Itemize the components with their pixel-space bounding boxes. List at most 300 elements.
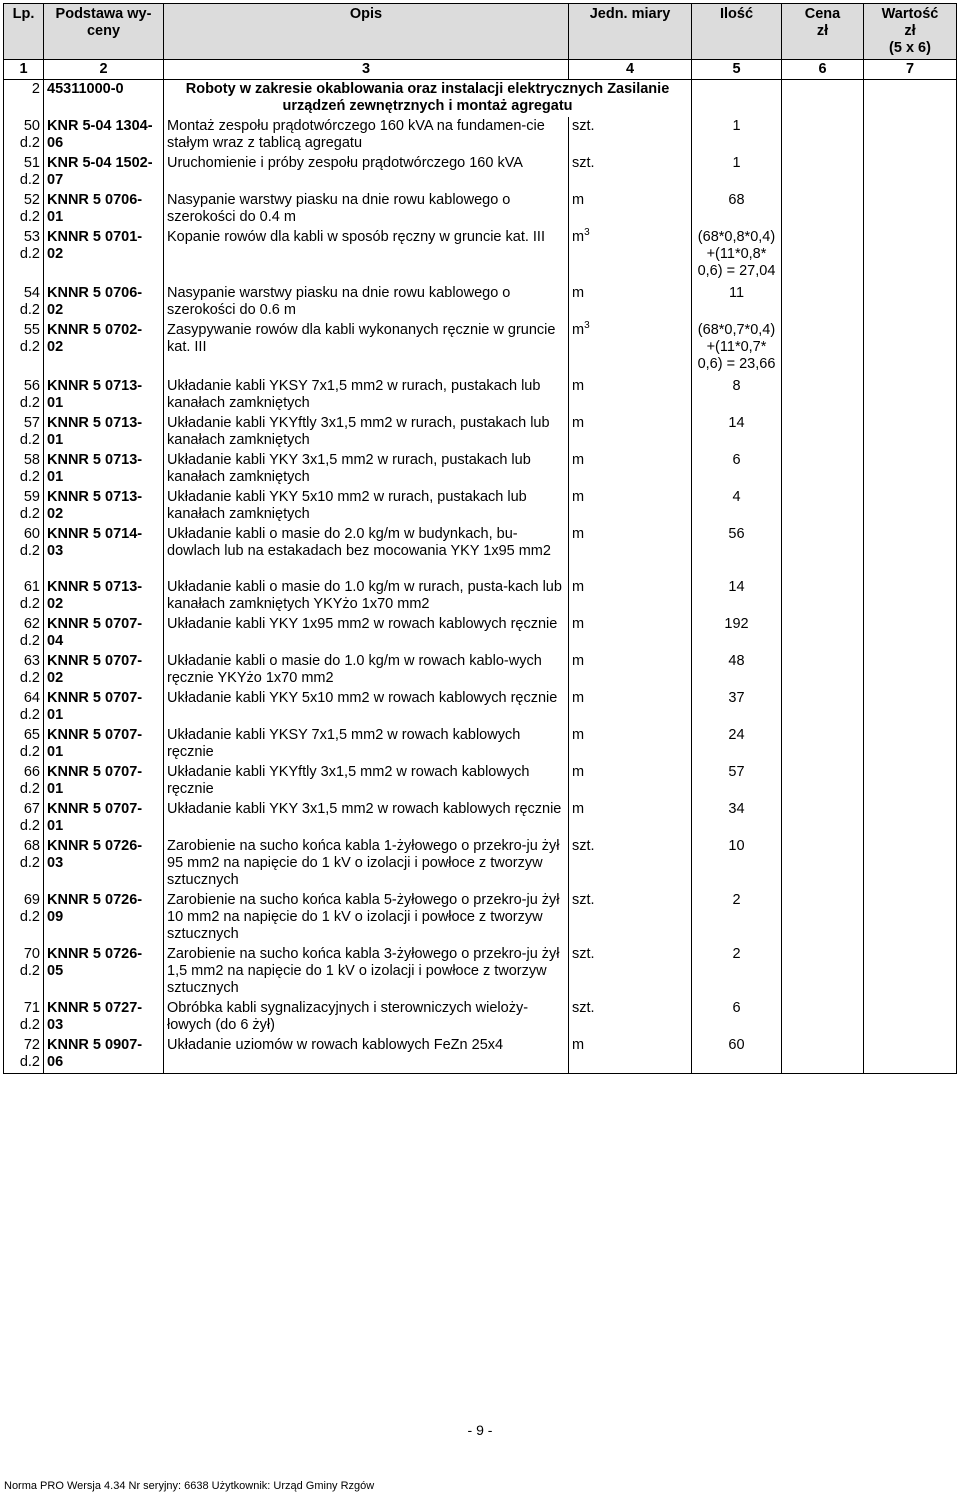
row-lp <box>4 284 44 321</box>
row-unit <box>569 800 692 837</box>
row-basis-line1: KNNR 5 0726- <box>47 946 143 962</box>
row-price <box>782 451 864 488</box>
row-unit-value: m <box>572 764 585 780</box>
row-lp <box>4 726 44 763</box>
table-row <box>4 763 957 800</box>
row-section-ref: d.2 <box>19 302 40 318</box>
row-value <box>864 652 957 689</box>
row-unit <box>569 891 692 945</box>
row-basis-line2: 04 <box>47 633 64 649</box>
row-unit <box>569 578 692 615</box>
row-unit <box>569 837 692 891</box>
row-lp <box>4 191 44 228</box>
table-row <box>4 525 957 578</box>
row-basis-line2: 01 <box>47 707 64 723</box>
row-lp <box>4 652 44 689</box>
row-unit-value: m <box>572 285 585 301</box>
row-price <box>782 228 864 284</box>
row-value <box>864 451 957 488</box>
row-unit <box>569 321 692 377</box>
row-basis-line1: KNNR 5 0707- <box>47 727 143 743</box>
row-basis-line1: KNNR 5 0713- <box>47 489 143 505</box>
row-unit <box>569 689 692 726</box>
row-unit <box>569 999 692 1036</box>
row-basis-line2: 01 <box>47 395 64 411</box>
row-price <box>782 945 864 999</box>
row-unit-value: m <box>572 727 585 743</box>
row-number: 63 <box>23 653 40 669</box>
row-value <box>864 800 957 837</box>
row-unit <box>569 488 692 525</box>
row-number: 59 <box>23 489 40 505</box>
row-basis-line2: 03 <box>47 543 64 559</box>
row-unit-value: m <box>572 653 585 669</box>
row-basis-line2: 06 <box>47 135 64 151</box>
row-quantity: 48 <box>692 652 782 689</box>
row-quantity: 6 <box>692 451 782 488</box>
row-value <box>864 837 957 891</box>
row-unit-value: m <box>572 489 585 505</box>
row-basis <box>44 837 164 891</box>
row-section-ref: d.2 <box>19 135 40 151</box>
row-number: 50 <box>23 118 40 134</box>
row-basis-line1: KNNR 5 0702- <box>47 322 143 338</box>
row-description: Zarobienie na sucho końca kabla 5-żyłowego o przekro-ju żył 10 mm2 na napięcie do 1 kV o izolacji i powłoce z tworzyw sztucznych <box>164 891 569 945</box>
row-price <box>782 191 864 228</box>
row-lp <box>4 615 44 652</box>
row-lp <box>4 154 44 191</box>
row-basis <box>44 999 164 1036</box>
column-number-row <box>4 60 957 80</box>
row-value <box>864 525 957 578</box>
row-basis-line2: 03 <box>47 1017 64 1033</box>
page-number: - 9 - <box>467 1422 493 1438</box>
column-number: 2 <box>44 60 164 80</box>
row-quantity: 10 <box>692 837 782 891</box>
row-unit-value: m <box>572 229 585 245</box>
table-row <box>4 999 957 1036</box>
row-number: 72 <box>23 1037 40 1053</box>
table-row <box>4 284 957 321</box>
header-opis: Opis <box>164 4 569 60</box>
table-row <box>4 689 957 726</box>
row-unit-value: m <box>572 579 585 595</box>
row-number: 56 <box>23 378 40 394</box>
row-basis <box>44 615 164 652</box>
row-basis-line2: 01 <box>47 781 64 797</box>
row-quantity: 56 <box>692 525 782 578</box>
row-description: Układanie kabli YKY 3x1,5 mm2 w rowach kablowych ręcznie <box>164 800 569 837</box>
row-number: 64 <box>23 690 40 706</box>
row-quantity: 6 <box>692 999 782 1036</box>
row-value <box>864 414 957 451</box>
row-description: Układanie kabli YKY 5x10 mm2 w rurach, pustakach lub kanałach zamkniętych <box>164 488 569 525</box>
row-basis <box>44 689 164 726</box>
row-basis-line1: KNR 5-04 1502- <box>47 155 153 171</box>
row-number: 58 <box>23 452 40 468</box>
row-basis <box>44 652 164 689</box>
row-unit <box>569 451 692 488</box>
table-row <box>4 652 957 689</box>
row-section-ref: d.2 <box>19 818 40 834</box>
row-section-ref: d.2 <box>19 506 40 522</box>
row-basis-line1: KNNR 5 0707- <box>47 690 143 706</box>
column-number: 1 <box>4 60 44 80</box>
row-price <box>782 999 864 1036</box>
column-number: 7 <box>864 60 957 80</box>
row-unit-value: m <box>572 378 585 394</box>
column-number: 3 <box>164 60 569 80</box>
row-basis-line1: KNNR 5 0707- <box>47 801 143 817</box>
row-value <box>864 1036 957 1074</box>
row-basis-line2: 02 <box>47 339 64 355</box>
row-number: 70 <box>23 946 40 962</box>
row-unit <box>569 191 692 228</box>
row-price <box>782 414 864 451</box>
row-basis-line1: KNNR 5 0707- <box>47 616 143 632</box>
row-number: 2 <box>31 81 40 97</box>
row-basis-line2: 02 <box>47 596 64 612</box>
table-row <box>4 80 957 118</box>
row-section-ref: d.2 <box>19 909 40 925</box>
row-lp <box>4 451 44 488</box>
row-basis-line1: KNNR 5 0907- <box>47 1037 143 1053</box>
row-price <box>782 726 864 763</box>
row-description: Zarobienie na sucho końca kabla 1-żyłowego o przekro-ju żył 95 mm2 na napięcie do 1 kV o izolacji i powłoce z tworzyw sztucznych <box>164 837 569 891</box>
row-quantity: 1 <box>692 154 782 191</box>
row-unit-value: szt. <box>572 118 595 134</box>
row-unit <box>569 284 692 321</box>
row-section-ref: d.2 <box>19 172 40 188</box>
row-unit-value: m <box>572 415 585 431</box>
row-value <box>864 999 957 1036</box>
header-qty: Ilość <box>692 4 782 60</box>
row-section-ref: d.2 <box>19 781 40 797</box>
row-unit-value: szt. <box>572 1000 595 1016</box>
row-unit-value: m <box>572 192 585 208</box>
row-basis <box>44 154 164 191</box>
header-unit: Jedn. miary <box>569 4 692 60</box>
table-row <box>4 191 957 228</box>
row-description: Nasypanie warstwy piasku na dnie rowu kablowego o szerokości do 0.6 m <box>164 284 569 321</box>
row-number: 51 <box>23 155 40 171</box>
row-basis-line1: KNNR 5 0707- <box>47 653 143 669</box>
row-basis <box>44 891 164 945</box>
row-lp <box>4 763 44 800</box>
row-unit-value: m <box>572 1037 585 1053</box>
row-unit-value: m <box>572 801 585 817</box>
row-lp <box>4 837 44 891</box>
row-price <box>782 321 864 377</box>
table-row <box>4 154 957 191</box>
row-unit <box>569 154 692 191</box>
row-unit-value: m <box>572 616 585 632</box>
row-section-ref: d.2 <box>19 670 40 686</box>
header-price-line1: Cena <box>804 6 841 22</box>
row-lp <box>4 1036 44 1074</box>
row-price <box>782 377 864 414</box>
row-value <box>864 154 957 191</box>
row-unit-value: m <box>572 452 585 468</box>
row-value <box>864 228 957 284</box>
row-description: Układanie kabli o masie do 1.0 kg/m w rowach kablo-wych ręcznie YKYżo 1x70 mm2 <box>164 652 569 689</box>
row-lp <box>4 800 44 837</box>
row-value <box>864 377 957 414</box>
row-unit-exponent: 3 <box>584 227 590 239</box>
row-unit <box>569 945 692 999</box>
row-basis <box>44 763 164 800</box>
row-basis-line2: 02 <box>47 670 64 686</box>
row-basis-line1: KNNR 5 0727- <box>47 1000 143 1016</box>
row-quantity: (68*0,7*0,4) +(11*0,7* 0,6) = 23,66 <box>692 321 782 377</box>
row-value <box>864 578 957 615</box>
row-description: Montaż zespołu prądotwórczego 160 kVA na fundamen-cie stałym wraz z tablicą agregatu <box>164 117 569 154</box>
header-basis: Podstawa wy-ceny <box>44 4 164 60</box>
row-quantity: 4 <box>692 488 782 525</box>
row-number: 52 <box>23 192 40 208</box>
row-basis-line2: 02 <box>47 302 64 318</box>
row-description: Kopanie rowów dla kabli w sposób ręczny w gruncie kat. III <box>164 228 569 284</box>
table-body <box>4 60 957 1074</box>
row-description: Układanie kabli YKY 5x10 mm2 w rowach kablowych ręcznie <box>164 689 569 726</box>
row-quantity: (68*0,8*0,4) +(11*0,8* 0,6) = 27,04 <box>692 228 782 284</box>
row-basis-line1: KNNR 5 0713- <box>47 452 143 468</box>
table-row <box>4 615 957 652</box>
row-basis-line2: 01 <box>47 469 64 485</box>
row-section-ref: d.2 <box>19 543 40 559</box>
row-basis-line1: KNNR 5 0707- <box>47 764 143 780</box>
row-number: 65 <box>23 727 40 743</box>
row-unit-value: m <box>572 526 585 542</box>
row-price <box>782 117 864 154</box>
row-price <box>782 763 864 800</box>
row-basis <box>44 117 164 154</box>
row-basis <box>44 945 164 999</box>
row-unit <box>569 763 692 800</box>
row-unit-value: m <box>572 322 585 338</box>
row-lp <box>4 945 44 999</box>
row-quantity: 57 <box>692 763 782 800</box>
row-description: Obróbka kabli sygnalizacyjnych i sterowniczych wieloży-łowych (do 6 żył) <box>164 999 569 1036</box>
row-unit <box>569 1036 692 1074</box>
row-basis-line1: KNNR 5 0706- <box>47 192 143 208</box>
row-quantity: 8 <box>692 377 782 414</box>
header-price-line2: zł <box>816 23 829 39</box>
row-price <box>782 891 864 945</box>
row-lp <box>4 488 44 525</box>
row-basis <box>44 488 164 525</box>
row-unit <box>569 117 692 154</box>
cost-estimate-sheet <box>3 3 956 1074</box>
row-basis <box>44 578 164 615</box>
row-quantity: 1 <box>692 117 782 154</box>
row-basis <box>44 191 164 228</box>
row-number: 60 <box>23 526 40 542</box>
table-row <box>4 228 957 284</box>
table-row <box>4 837 957 891</box>
row-section-ref: d.2 <box>19 707 40 723</box>
table-row <box>4 800 957 837</box>
table-row <box>4 945 957 999</box>
row-description: Układanie kabli YKSY 7x1,5 mm2 w rurach, pustakach lub kanałach zamkniętych <box>164 377 569 414</box>
row-lp <box>4 578 44 615</box>
row-description: Układanie kabli o masie do 2.0 kg/m w budynkach, bu-dowlach lub na estakadach bez mocowania YKY 1x95 mm2 <box>164 525 569 578</box>
row-price <box>782 652 864 689</box>
row-section-ref: d.2 <box>19 469 40 485</box>
row-basis-line1: KNNR 5 0726- <box>47 838 143 854</box>
table-row <box>4 377 957 414</box>
table-row <box>4 578 957 615</box>
row-unit <box>569 726 692 763</box>
row-quantity: 34 <box>692 800 782 837</box>
row-unit <box>569 615 692 652</box>
table-row <box>4 891 957 945</box>
row-price <box>782 1036 864 1074</box>
row-basis-line1: KNNR 5 0713- <box>47 378 143 394</box>
footer-text: Norma PRO Wersja 4.34 Nr seryjny: 6638 Użytkownik: Urząd Gminy Rzgów <box>4 1480 375 1492</box>
row-value <box>864 191 957 228</box>
row-section-ref: d.2 <box>19 963 40 979</box>
row-basis <box>44 228 164 284</box>
row-price <box>782 80 864 118</box>
row-unit <box>569 377 692 414</box>
row-basis-line2: 02 <box>47 506 64 522</box>
row-number: 69 <box>23 892 40 908</box>
row-price <box>782 525 864 578</box>
row-quantity: 60 <box>692 1036 782 1074</box>
row-value <box>864 689 957 726</box>
row-quantity: 68 <box>692 191 782 228</box>
row-price <box>782 800 864 837</box>
row-basis-line1: KNNR 5 0706- <box>47 285 143 301</box>
row-price <box>782 615 864 652</box>
row-basis <box>44 414 164 451</box>
row-lp <box>4 689 44 726</box>
row-unit <box>569 228 692 284</box>
row-price <box>782 689 864 726</box>
row-basis <box>44 525 164 578</box>
row-basis <box>44 800 164 837</box>
row-section-ref: d.2 <box>19 596 40 612</box>
row-number: 57 <box>23 415 40 431</box>
row-description: Układanie kabli YKSY 7x1,5 mm2 w rowach kablowych ręcznie <box>164 726 569 763</box>
row-basis-line2: 05 <box>47 963 64 979</box>
row-quantity <box>692 80 782 118</box>
row-quantity: 2 <box>692 945 782 999</box>
row-basis <box>44 726 164 763</box>
row-section-ref: d.2 <box>19 246 40 262</box>
row-basis-line1: KNNR 5 0713- <box>47 415 143 431</box>
row-price <box>782 578 864 615</box>
row-lp <box>4 999 44 1036</box>
row-section-ref: d.2 <box>19 209 40 225</box>
row-price <box>782 488 864 525</box>
row-value <box>864 321 957 377</box>
row-unit <box>569 414 692 451</box>
row-basis <box>44 284 164 321</box>
table-row <box>4 117 957 154</box>
row-number: 53 <box>23 229 40 245</box>
row-unit-value: szt. <box>572 946 595 962</box>
row-basis-line2: 01 <box>47 818 64 834</box>
row-quantity: 2 <box>692 891 782 945</box>
row-section-ref: d.2 <box>19 855 40 871</box>
row-section-ref: d.2 <box>19 744 40 760</box>
row-section-ref: d.2 <box>19 432 40 448</box>
column-number: 4 <box>569 60 692 80</box>
row-section-ref: d.2 <box>19 1054 40 1070</box>
row-basis-line2: 01 <box>47 432 64 448</box>
table-row <box>4 414 957 451</box>
row-description: Roboty w zakresie okablowania oraz instalacji elektrycznych Zasilanie urządzeń zewnętrznych i montaż agregatu <box>164 80 692 118</box>
table-row <box>4 726 957 763</box>
row-basis-line2: 02 <box>47 246 64 262</box>
row-price <box>782 284 864 321</box>
row-price <box>782 837 864 891</box>
row-unit <box>569 525 692 578</box>
row-number: 67 <box>23 801 40 817</box>
row-basis-line2: 01 <box>47 209 64 225</box>
row-value <box>864 284 957 321</box>
row-description: Zarobienie na sucho końca kabla 3-żyłowego o przekro-ju żył 1,5 mm2 na napięcie do 1 kV o izolacji i powłoce z tworzyw sztucznych <box>164 945 569 999</box>
row-unit-value: szt. <box>572 155 595 171</box>
row-unit-value: szt. <box>572 838 595 854</box>
column-number: 5 <box>692 60 782 80</box>
row-value <box>864 615 957 652</box>
row-quantity: 37 <box>692 689 782 726</box>
row-basis <box>44 80 164 118</box>
row-quantity: 24 <box>692 726 782 763</box>
row-description: Układanie kabli YKYftly 3x1,5 mm2 w rowach kablowych ręcznie <box>164 763 569 800</box>
row-basis-line2: 06 <box>47 1054 64 1070</box>
row-basis-line1: KNR 5-04 1304- <box>47 118 153 134</box>
row-basis-line1: KNNR 5 0701- <box>47 229 143 245</box>
row-price <box>782 154 864 191</box>
row-lp <box>4 891 44 945</box>
row-lp <box>4 80 44 118</box>
row-value <box>864 488 957 525</box>
row-basis <box>44 451 164 488</box>
row-number: 68 <box>23 838 40 854</box>
row-section-ref: d.2 <box>19 395 40 411</box>
row-lp <box>4 525 44 578</box>
table-row <box>4 488 957 525</box>
table-row <box>4 321 957 377</box>
row-description: Układanie kabli YKY 1x95 mm2 w rowach kablowych ręcznie <box>164 615 569 652</box>
row-basis-line2: 01 <box>47 744 64 760</box>
row-basis-line2: 09 <box>47 909 64 925</box>
column-number: 6 <box>782 60 864 80</box>
row-basis-line1: 45311000-0 <box>47 81 124 97</box>
row-value <box>864 726 957 763</box>
row-basis <box>44 321 164 377</box>
header-value-line3: (5 x 6) <box>889 40 931 56</box>
row-value <box>864 80 957 118</box>
header-row <box>4 4 957 60</box>
header-value <box>864 4 957 60</box>
row-lp <box>4 228 44 284</box>
row-number: 54 <box>23 285 40 301</box>
row-quantity: 11 <box>692 284 782 321</box>
row-description: Zasypywanie rowów dla kabli wykonanych ręcznie w gruncie kat. III <box>164 321 569 377</box>
row-number: 66 <box>23 764 40 780</box>
row-unit-value: m <box>572 690 585 706</box>
row-lp <box>4 117 44 154</box>
header-value-line1: Wartość <box>881 6 939 22</box>
row-lp <box>4 321 44 377</box>
row-description: Układanie kabli YKYftly 3x1,5 mm2 w rurach, pustakach lub kanałach zamkniętych <box>164 414 569 451</box>
row-basis <box>44 377 164 414</box>
